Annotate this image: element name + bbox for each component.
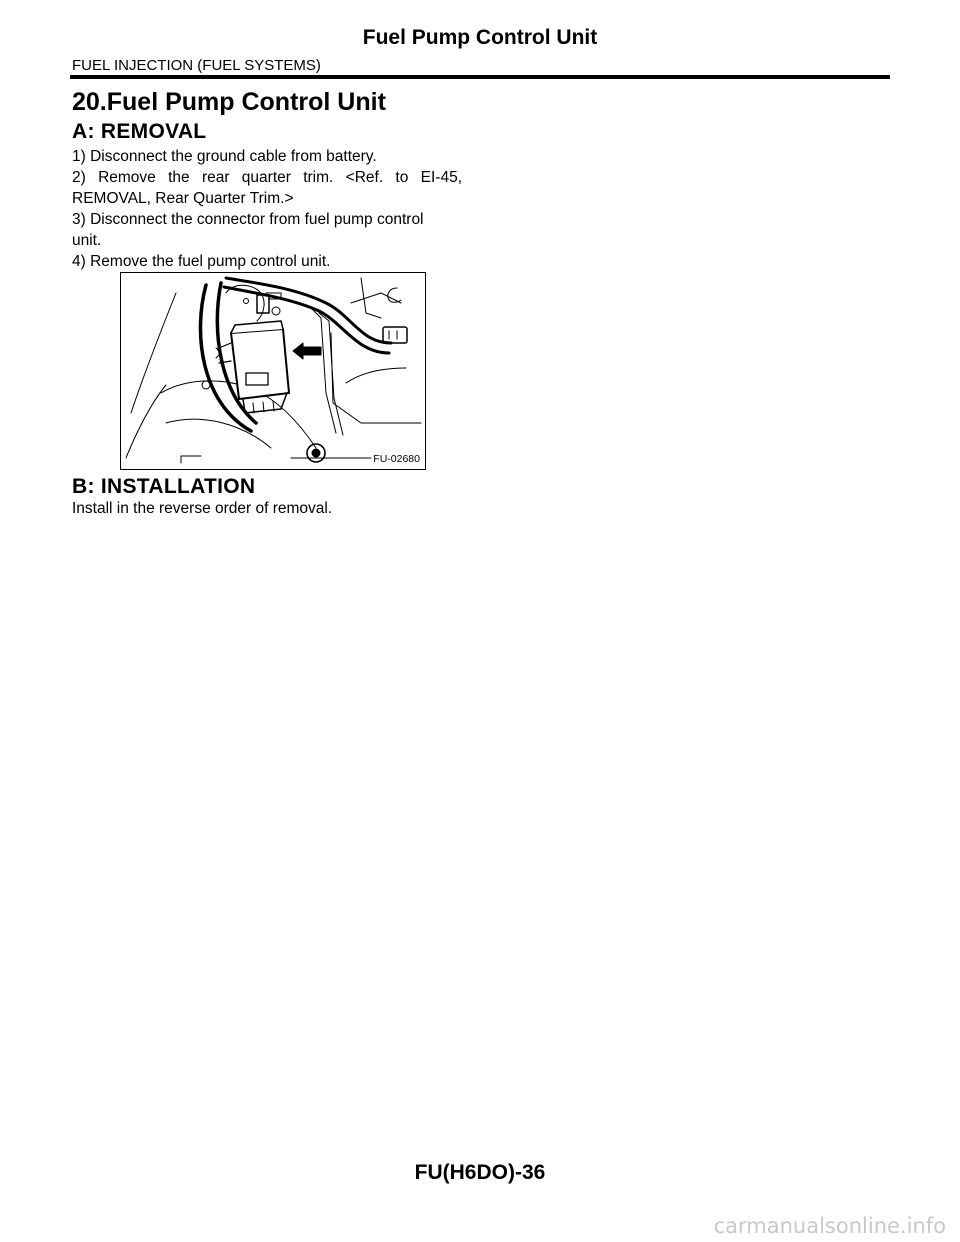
step-2-continued: REMOVAL, Rear Quarter Trim.>: [72, 190, 294, 207]
page-footer-id: FU(H6DO)-36: [414, 1161, 546, 1184]
removal-heading: A: REMOVAL: [72, 120, 207, 143]
step-4: 4) Remove the fuel pump control unit.: [72, 253, 331, 270]
fuel-pump-control-unit-figure: [120, 272, 426, 470]
installation-text: Install in the reverse order of removal.: [72, 500, 333, 517]
fuel-pump-illustration: [121, 273, 424, 468]
installation-heading: B: INSTALLATION: [72, 475, 256, 498]
page-header-title: Fuel Pump Control Unit: [362, 26, 598, 49]
header-divider: [70, 75, 890, 79]
section-title: 20.Fuel Pump Control Unit: [72, 88, 386, 116]
watermark: carmanualsonline.info: [713, 1214, 946, 1238]
step-3: 3) Disconnect the connector from fuel pump control: [72, 211, 424, 228]
page-header-section: FUEL INJECTION (FUEL SYSTEMS): [72, 57, 321, 74]
removal-steps: [72, 146, 462, 272]
step-3-continued: unit.: [72, 232, 102, 249]
step-2: 2) Remove the rear quarter trim. <Ref. to EI-45,: [72, 169, 462, 186]
step-1: 1) Disconnect the ground cable from battery.: [72, 148, 377, 165]
figure-label: FU-02680: [373, 453, 420, 465]
